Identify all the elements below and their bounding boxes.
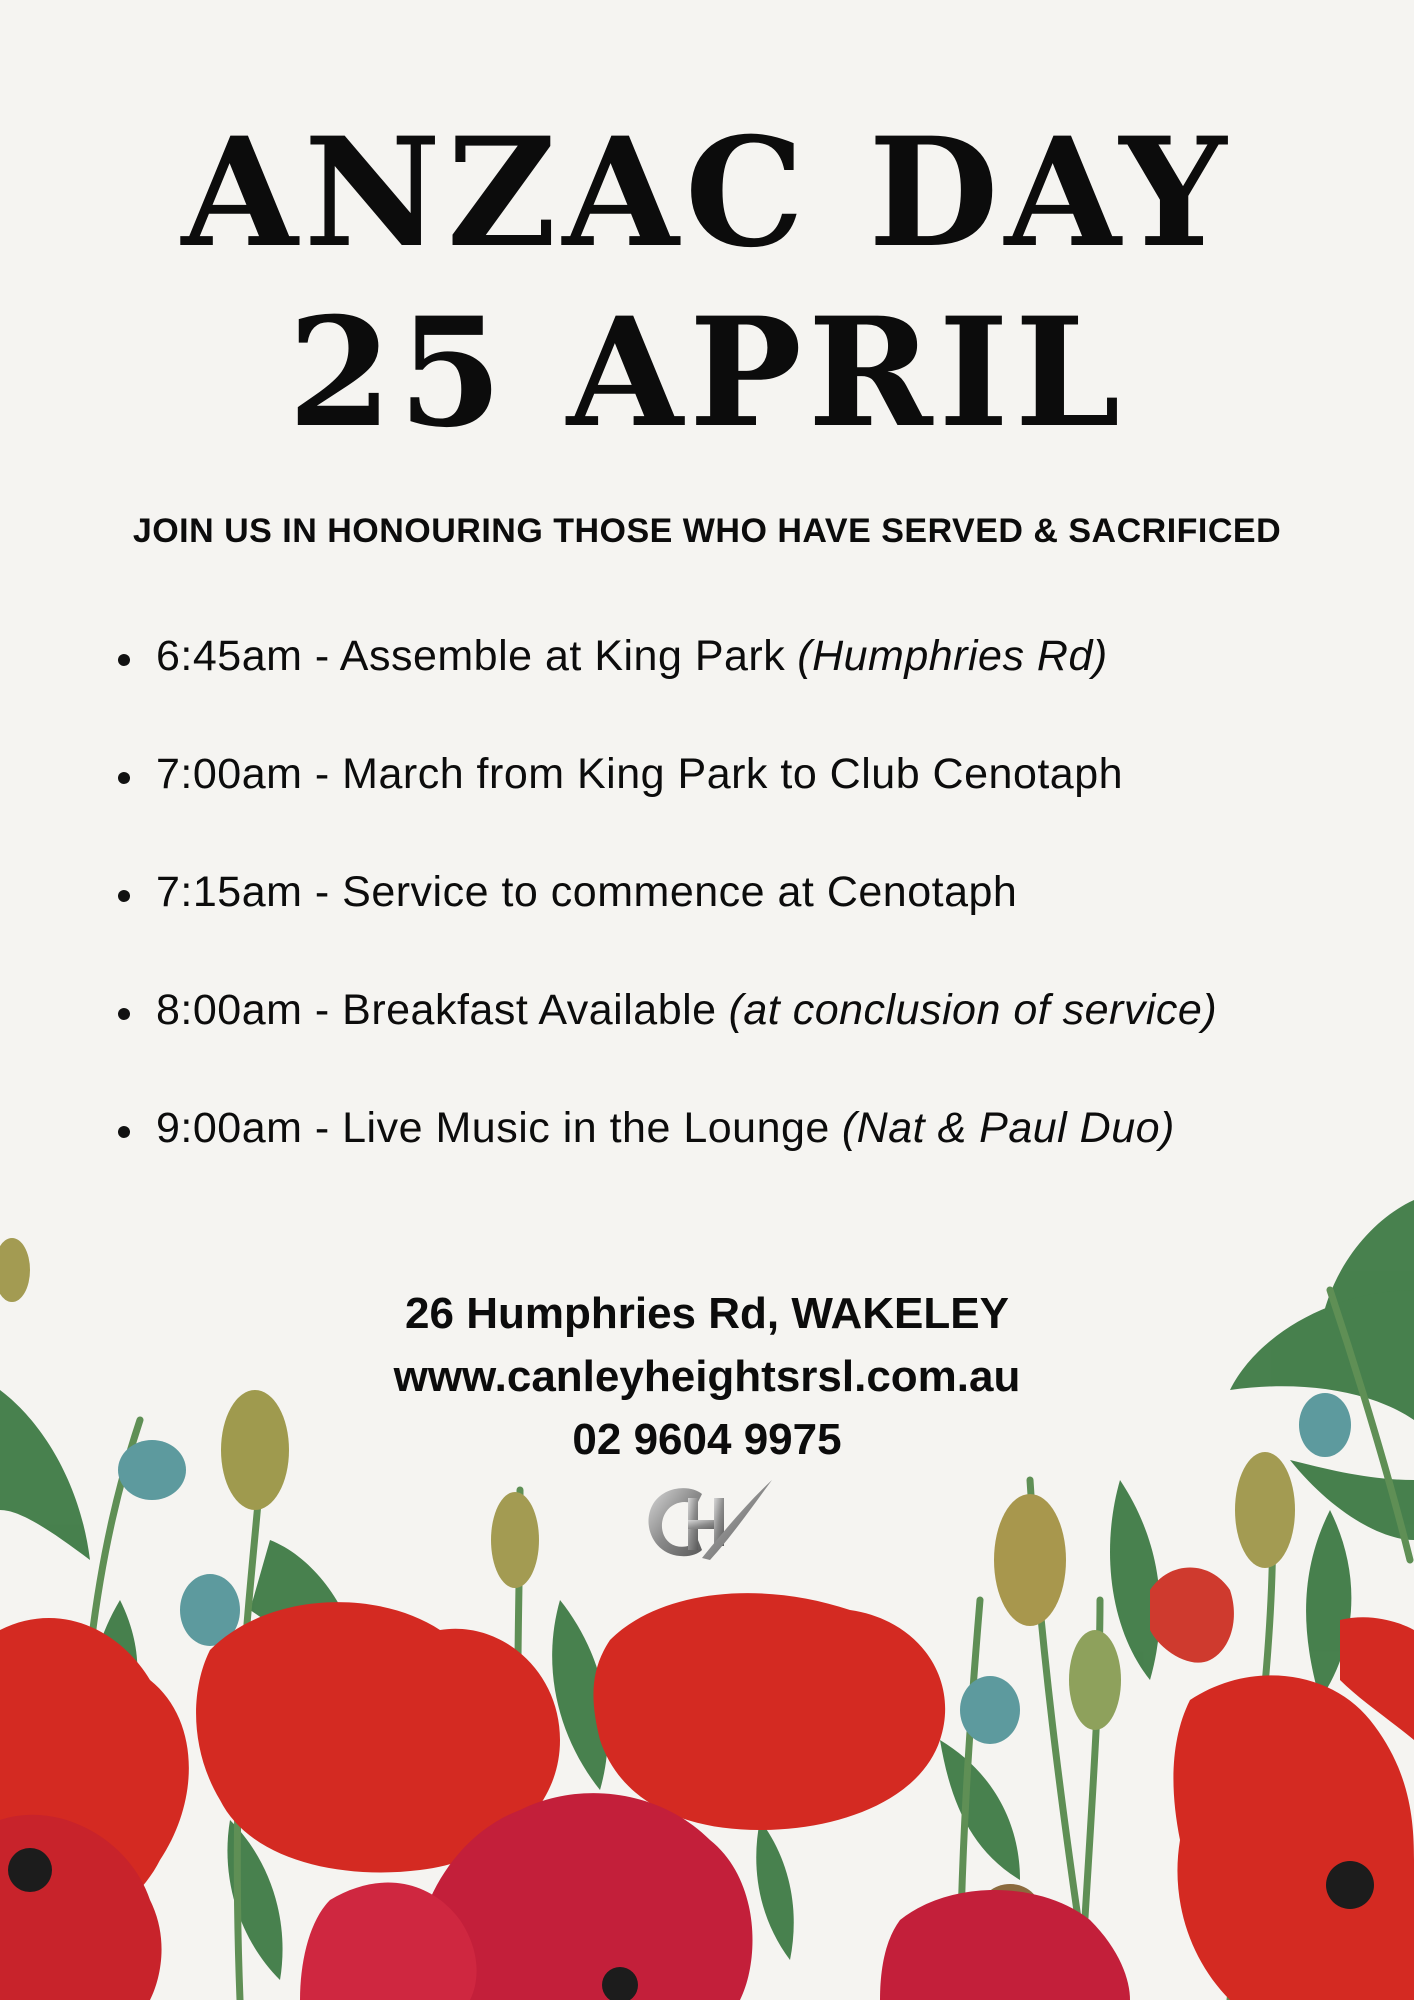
title-line-2: 25 APRIL: [287, 285, 1127, 461]
contact-block: [0, 1282, 1414, 1471]
bullet-icon: [118, 890, 130, 902]
bullet-icon: [118, 772, 130, 784]
bullet-icon: [118, 1008, 130, 1020]
title-line-1: ANZAC DAY: [181, 105, 1233, 281]
bullet-icon: [118, 1126, 130, 1138]
schedule-item-text: 9:00am - Live Music in the Lounge: [156, 1104, 830, 1152]
bullet-icon: [118, 654, 130, 666]
subtitle: JOIN US IN HONOURING THOSE WHO HAVE SERVED & SACRIFICED: [132, 512, 1282, 550]
schedule-item-text: 7:00am - March from King Park to Club Cenotaph: [156, 750, 1124, 798]
schedule-item-note: (Humphries Rd): [797, 632, 1108, 680]
schedule-item: [118, 750, 1378, 868]
ch-logo-icon: [640, 1476, 780, 1566]
phone-number: 02 9604 9975: [572, 1415, 842, 1464]
schedule-item-text: 7:15am - Service to commence at Cenotaph: [156, 868, 1018, 916]
schedule-item-note: (Nat & Paul Duo): [841, 1104, 1175, 1152]
schedule-item: [118, 868, 1378, 986]
schedule-item-text: 8:00am - Breakfast Available: [156, 986, 717, 1034]
website-link[interactable]: www.canleyheightsrsl.com.au: [393, 1352, 1021, 1401]
schedule-item-note: (at conclusion of service): [728, 986, 1218, 1034]
address: 26 Humphries Rd, WAKELEY: [405, 1289, 1009, 1338]
schedule-item-text: 6:45am - Assemble at King Park: [156, 632, 786, 680]
schedule-item: [118, 632, 1378, 750]
schedule-list: [118, 632, 1378, 1222]
schedule-item: [118, 986, 1378, 1104]
